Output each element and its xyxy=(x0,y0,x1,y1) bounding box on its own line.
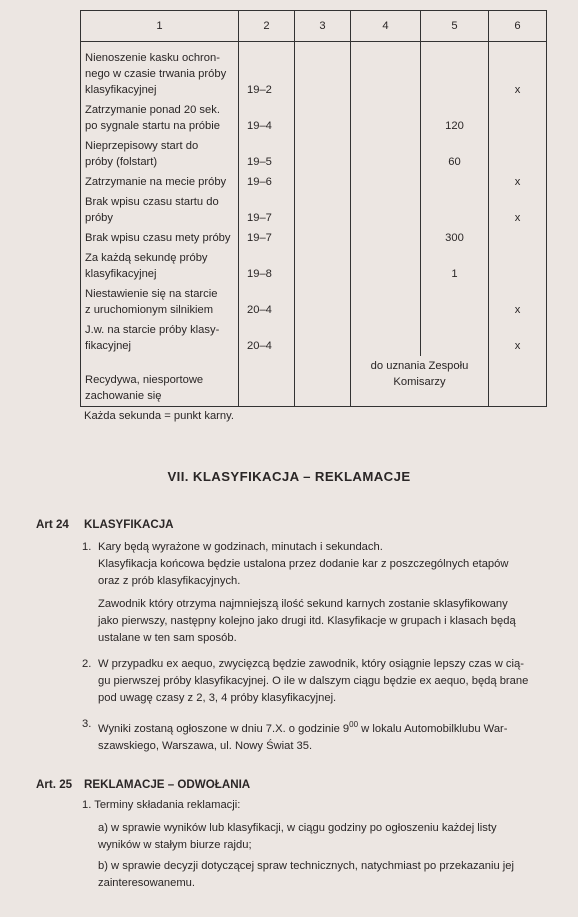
empty-cell xyxy=(295,100,351,136)
article-cell: 19–5 xyxy=(239,136,295,172)
seconds-cell: 60 xyxy=(421,136,489,172)
text-line: zainteresowanemu. xyxy=(98,877,196,889)
seconds-cell: 300 xyxy=(421,228,489,248)
offence-cell xyxy=(81,228,239,248)
table-row xyxy=(81,100,547,136)
article-cell: 20–4 xyxy=(239,284,295,320)
seconds-cell xyxy=(421,320,489,356)
article-number: Art 24 xyxy=(36,518,69,531)
column-header: 3 xyxy=(295,11,351,42)
superscript: 00 xyxy=(349,720,359,729)
mark-cell xyxy=(489,248,547,284)
table-row xyxy=(81,136,547,172)
article-title: KLASYFIKACJA xyxy=(84,518,174,531)
text-line: Nieprzepisowy start do xyxy=(85,140,199,152)
empty-cell xyxy=(489,356,547,407)
article-cell: 20–4 xyxy=(239,320,295,356)
text-line: po sygnale startu na próbie xyxy=(85,120,220,132)
column-header: 5 xyxy=(421,11,489,42)
mark-cell xyxy=(489,100,547,136)
text-line: klasyfikacyjnej xyxy=(85,268,157,280)
seconds-cell: 1 xyxy=(421,248,489,284)
table-row xyxy=(81,42,547,101)
seconds-cell xyxy=(421,42,489,101)
offence-cell xyxy=(81,320,239,356)
empty-cell xyxy=(351,284,421,320)
empty-cell xyxy=(351,228,421,248)
text-line: wyników w stałym biurze rajdu; xyxy=(98,839,252,851)
mark-cell xyxy=(489,136,547,172)
empty-cell xyxy=(295,228,351,248)
article-cell: 19–2 xyxy=(239,42,295,101)
offence-cell xyxy=(81,248,239,284)
text-line: do uznania Zespołu xyxy=(370,360,469,372)
table-row xyxy=(81,192,547,228)
text-line: Niestawienie się na starcie xyxy=(85,288,218,300)
empty-cell xyxy=(295,320,351,356)
text-line xyxy=(98,716,552,738)
text-line: gu pierwszej próby klasyfikacyjnej. O ile w dalszym ciągu będzie ex aequo, będą brane xyxy=(98,675,529,687)
empty-cell xyxy=(239,356,295,407)
column-header: 2 xyxy=(239,11,295,42)
article-cell: 19–4 xyxy=(239,100,295,136)
text-fragment: Wyniki zostaną ogłoszone w dniu 7.X. o godzinie 9 xyxy=(98,723,350,735)
text-line: próby (folstart) xyxy=(85,156,158,168)
merged-cell xyxy=(351,356,489,407)
article-cell: 19–6 xyxy=(239,172,295,192)
text-line: Recydywa, niesportowe xyxy=(85,374,204,386)
empty-cell xyxy=(295,42,351,101)
section-title: VII. KLASYFIKACJA – REKLAMACJE xyxy=(167,469,411,484)
table-row xyxy=(81,228,547,248)
item-number: 2. xyxy=(82,658,92,670)
list-item xyxy=(82,539,552,590)
table-row xyxy=(81,356,547,407)
mark-cell: x xyxy=(489,172,547,192)
empty-cell xyxy=(351,100,421,136)
text-line: Komisarzy xyxy=(393,376,446,388)
text-line: jako pierwszy, następny kolejno jako drugi itd. Klasyfikacje w grupach i klasach będą xyxy=(98,615,516,627)
text-line: klasyfikacyjnej xyxy=(85,84,157,96)
penalty-table xyxy=(80,10,547,407)
table-row xyxy=(81,284,547,320)
text-line: Zatrzymanie na mecie próby xyxy=(85,176,227,188)
empty-cell xyxy=(351,320,421,356)
text-line: nego w czasie trwania próby xyxy=(85,68,227,80)
seconds-cell xyxy=(421,284,489,320)
text-line: ustalane w ten sam sposób. xyxy=(98,632,237,644)
text-line: Nienoszenie kasku ochron- xyxy=(85,52,220,64)
seconds-cell xyxy=(421,172,489,192)
text-line: 1. Terminy składania reklamacji: xyxy=(82,799,241,811)
list-item xyxy=(82,716,552,755)
paragraph xyxy=(98,858,553,892)
seconds-cell xyxy=(421,192,489,228)
text-line: Brak wpisu czasu mety próby xyxy=(85,232,231,244)
text-line: zachowanie się xyxy=(85,390,162,402)
text-line: b) w sprawie decyzji dotyczącej spraw technicznych, natychmiast po przekazaniu jej xyxy=(98,860,514,872)
mark-cell xyxy=(489,228,547,248)
column-header: 6 xyxy=(489,11,547,42)
item-number: 1. xyxy=(82,541,92,553)
empty-cell xyxy=(351,172,421,192)
offence-cell xyxy=(81,172,239,192)
offence-cell xyxy=(81,284,239,320)
article-cell: 19–7 xyxy=(239,192,295,228)
empty-cell xyxy=(295,172,351,192)
text-line: Kary będą wyrażone w godzinach, minutach i sekundach. xyxy=(98,541,383,553)
list-item xyxy=(82,797,552,814)
empty-cell xyxy=(295,356,351,407)
mark-cell: x xyxy=(489,320,547,356)
column-header: 4 xyxy=(351,11,421,42)
table-row xyxy=(81,320,547,356)
text-fragment: w lokalu Automobilklubu War- xyxy=(358,723,508,735)
text-line: próby xyxy=(85,212,113,224)
text-line: z uruchomionym silnikiem xyxy=(85,304,214,316)
text-line: Zawodnik który otrzyma najmniejszą ilość sekund karnych zostanie sklasyfikowany xyxy=(98,598,508,610)
empty-cell xyxy=(351,136,421,172)
table-row xyxy=(81,248,547,284)
text-line: W przypadku ex aequo, zwycięzcą będzie zawodnik, który osiągnie lepszy czas w cią- xyxy=(98,658,524,670)
offence-cell xyxy=(81,100,239,136)
text-line: fikacyjnej xyxy=(85,340,132,352)
table-header-row xyxy=(81,11,547,42)
empty-cell xyxy=(295,248,351,284)
paragraph xyxy=(98,596,553,647)
empty-cell xyxy=(295,136,351,172)
mark-cell: x xyxy=(489,192,547,228)
article-title: REKLAMACJE – ODWOŁANIA xyxy=(84,778,251,791)
text-line: Klasyfikacja końcowa będzie ustalona przez dodanie kar z poszczególnych etapów xyxy=(98,558,509,570)
offence-cell xyxy=(81,356,239,407)
text-line: Brak wpisu czasu startu do xyxy=(85,196,219,208)
article-number: Art. 25 xyxy=(36,778,73,791)
seconds-cell: 120 xyxy=(421,100,489,136)
offence-cell xyxy=(81,136,239,172)
item-number: 3. xyxy=(82,718,92,730)
empty-cell xyxy=(351,248,421,284)
text-line: J.w. na starcie próby klasy- xyxy=(85,324,220,336)
text-line: a) w sprawie wyników lub klasyfikacji, w ciągu godziny po ogłoszeniu każdej listy xyxy=(98,822,497,834)
text-line: szawskiego, Warszawa, ul. Nowy Świat 35. xyxy=(98,740,313,752)
mark-cell: x xyxy=(489,42,547,101)
text-line: Zatrzymanie ponad 20 sek. xyxy=(85,104,220,116)
table-note: Każda sekunda = punkt karny. xyxy=(84,410,234,422)
paragraph xyxy=(98,820,553,854)
table-row xyxy=(81,172,547,192)
offence-cell xyxy=(81,192,239,228)
mark-cell: x xyxy=(489,284,547,320)
offence-cell xyxy=(81,42,239,101)
empty-cell xyxy=(295,284,351,320)
article-cell: 19–8 xyxy=(239,248,295,284)
article-cell: 19–7 xyxy=(239,228,295,248)
empty-cell xyxy=(351,42,421,101)
empty-cell xyxy=(295,192,351,228)
column-header: 1 xyxy=(81,11,239,42)
list-item xyxy=(82,656,552,707)
text-line: Za każdą sekundę próby xyxy=(85,252,208,264)
text-line: oraz z prób klasyfikacyjnych. xyxy=(98,575,241,587)
text-line: pod uwagę czasy z 2, 3, 4 próby klasyfikacyjnej. xyxy=(98,692,337,704)
empty-cell xyxy=(351,192,421,228)
